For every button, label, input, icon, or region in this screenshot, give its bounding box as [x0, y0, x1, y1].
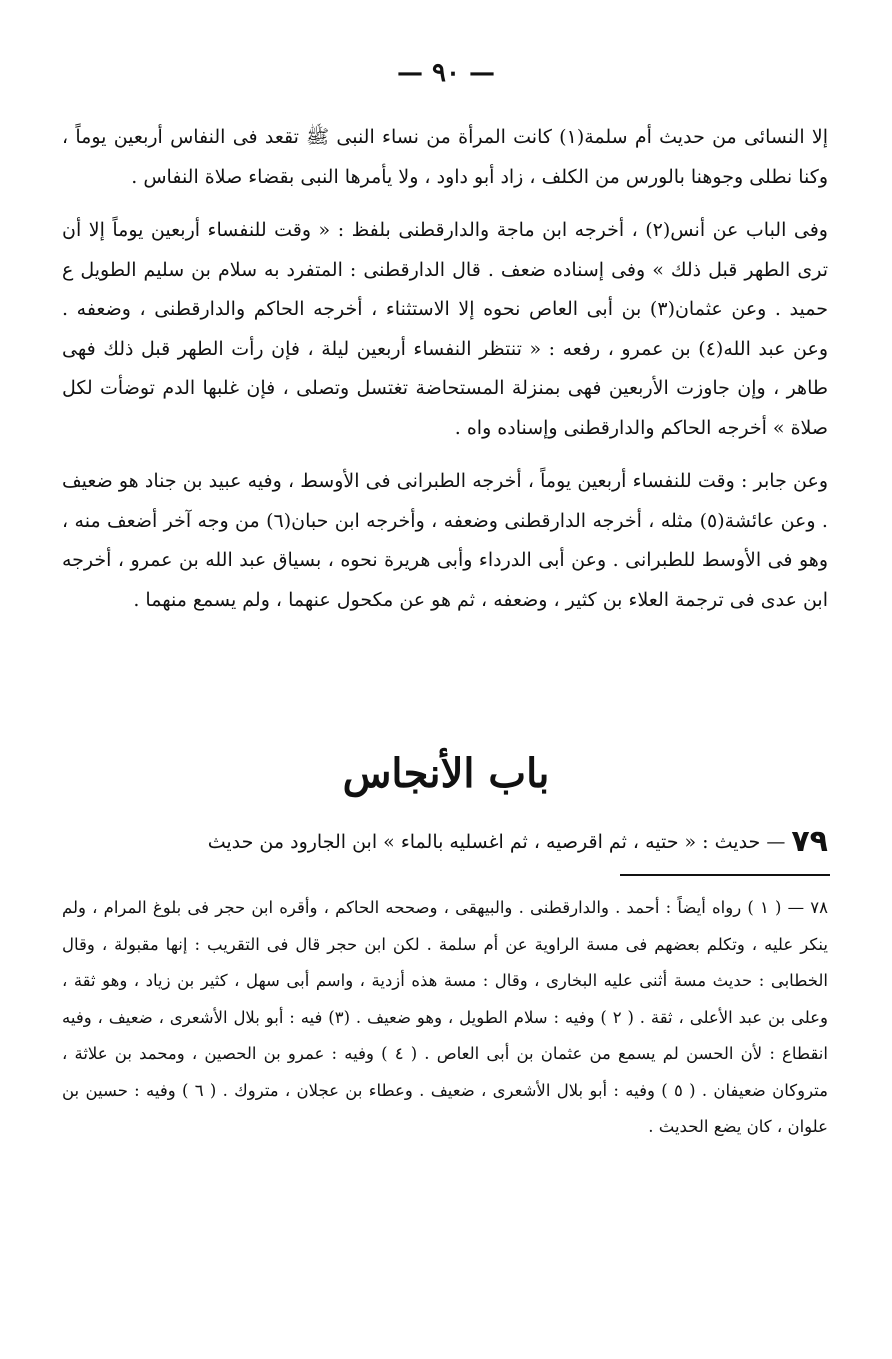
footnote-block: ٧٨ — ( ١ ) رواه أيضاً : أحمد . والدارقطنى . والبيهقى ، وصححه الحاكم ، وأقره ابن حجر فى بلوغ المرام ، ولم ينكر عليه ، وتكلم بعضهم فى مسة الراوية عن أم سلمة . لكن ابن حجر قال فى التقريب : إنها مقبولة ، وقال الخطابى : حديث مسة أثنى عليه البخارى ، وقال : مسة هذه أزدية ، واسم أبى سهل ، كثير بن زياد ، وهو ثقة ، وعلى بن عبد الأعلى ، ثقة . ( ٢ ) وفيه : سلام الطويل ، وهو ضعيف . (٣) فيه : أبو بلال الأشعرى ، ضعيف ، وفيه انقطاع : لأن الحسن لم يسمع من عثمان بن أبى العاص . ( ٤ ) وفيه : عمرو بن الحصين ، ومحمد بن علاثة ، متروكان ضعيفان . ( ٥ ) وفيه : أبو بلال الأشعرى ، ضعيف . وعطاء بن عجلان ، متروك . ( ٦ ) وفيه : حسين بن علوان ، كان يضع الحديث .	[62, 898, 829, 1136]
hadith-text: — حديث : « حتيه ، ثم اقرصيه ، ثم اغسليه بالماء » ابن الجارود من حديث	[207, 831, 786, 853]
footnote-divider	[620, 874, 830, 876]
paragraph-umm-salama: إلا النسائى من حديث أم سلمة(١) كانت المرأة من نساء النبى ﷺ تقعد فى النفاس أربعين يوماً ، وكنا نطلى وجوهنا بالورس من الكلف ، زاد أبو داود ، ولا يأمرها النبى بقضاء صلاة النفاس .	[62, 126, 828, 188]
hadith-heading	[62, 822, 828, 862]
page-number: — ٩٠ —	[396, 58, 496, 88]
chapter-title: باب الأنجاس	[342, 750, 550, 797]
main-text	[62, 118, 828, 634]
footnotes	[62, 890, 828, 1146]
paragraph-jabir: وعن جابر : وقت للنفساء أربعين يوماً ، أخرجه الطبرانى فى الأوسط ، وفيه عبيد بن جناد هو ضعيف . وعن عائشة(٥) مثله ، أخرجه الدارقطنى وضعفه ، وأخرجه ابن حبان(٦) من وجه آخر أضعف منه ، وهو فى الأوسط للطبرانى . وعن أبى الدرداء وأبى هريرة نحوه ، بسياق عبد الله بن عمرو ، أخرجه ابن عدى فى ترجمة العلاء بن كثير ، وضعفه ، ثم هو عن مكحول عنهما ، ولم يسمع منهما .	[62, 470, 828, 611]
paragraph-anas: وفى الباب عن أنس(٢) ، أخرجه ابن ماجة والدارقطنى بلفظ : « وقت للنفساء أربعين يوماً إلا أن ترى الطهر قبل ذلك » وفى إسناده ضعف . قال الدارقطنى : المتفرد به سلام بن سليم الطويل ع حميد . وعن عثمان(٣) بن أبى العاص نحوه إلا الاستثناء ، أخرجه الحاكم والدارقطنى ، وضعفه . وعن عبد الله(٤) بن عمرو ، رفعه : « تنتظر النفساء أربعين ليلة ، فإن رأت الطهر قبل ذلك فهى طاهر ، وإن جاوزت الأربعين فهى بمنزلة المستحاضة تغتسل وتصلى ، فإن غلبها الدم توضأت لكل صلاة » أخرجه الحاكم والدارقطنى وإسناده واه .	[62, 219, 829, 439]
hadith-number: ٧٩	[791, 824, 828, 859]
